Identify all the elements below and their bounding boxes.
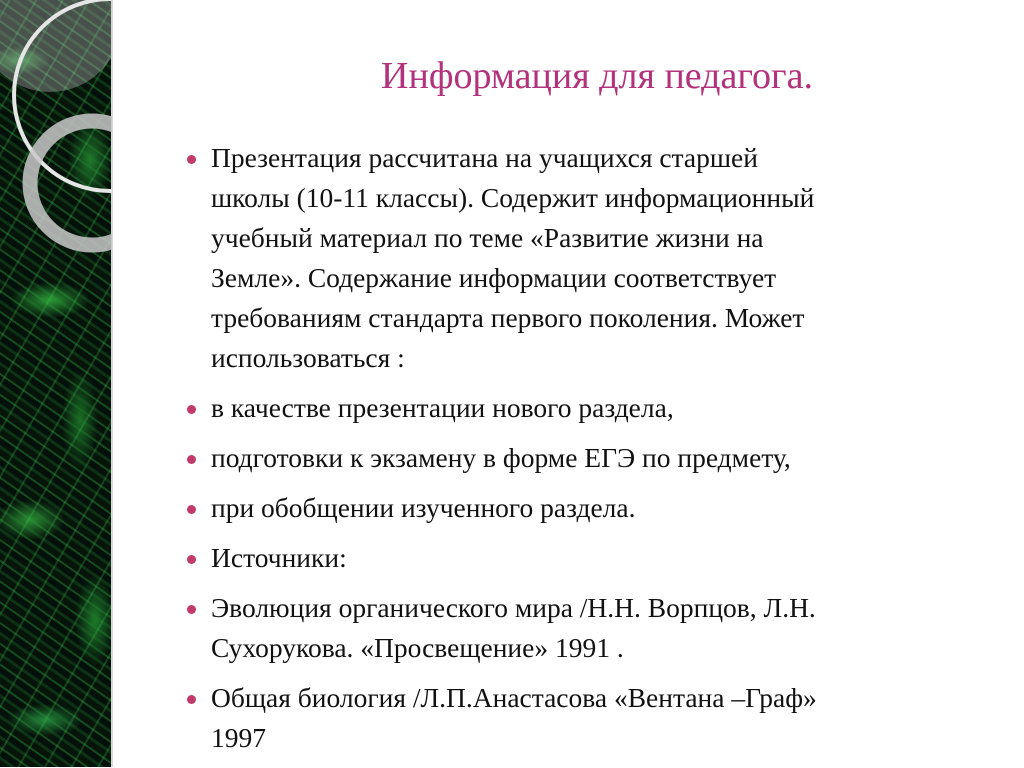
bullet-text-line: школы (10-11 классы). Содержит информационный: [211, 182, 815, 213]
bullet-dot-icon: [187, 695, 196, 704]
bullet-text-line: Презентация рассчитана на учащихся старшей: [211, 142, 758, 173]
bullet-dot-icon: [187, 555, 196, 564]
bullet-text-line: при обобщении изученного раздела.: [211, 492, 636, 523]
bullet-item: [187, 138, 987, 378]
bullet-dot-icon: [187, 455, 196, 464]
bullet-item: [187, 678, 987, 758]
bullet-text-line: Эволюция органического мира /Н.Н. Ворпцов, Л.Н.: [211, 592, 816, 623]
bullet-item: [187, 388, 987, 428]
bullet-text-line: требованиям стандарта первого поколения. Может: [211, 302, 805, 333]
bullet-text-line: учебный материал по теме «Развитие жизни на: [211, 222, 764, 253]
bullet-list: [187, 138, 987, 768]
slide-title: Информация для педагога.: [381, 55, 813, 97]
bullet-text-line: использоваться :: [211, 342, 405, 373]
bullet-dot-icon: [187, 605, 196, 614]
bullet-text-line: в качестве презентации нового раздела,: [211, 392, 674, 423]
decorative-green-texture-strip: [0, 0, 112, 767]
bullet-dot-icon: [187, 405, 196, 414]
bullet-text-line: 1997: [211, 722, 266, 753]
bullet-item: [187, 488, 987, 528]
bullet-item: [187, 588, 987, 668]
bullet-text-line: Общая биология /Л.П.Анастасова «Вентана –Граф»: [211, 682, 817, 713]
bullet-item: [187, 538, 987, 578]
bullet-item: [187, 438, 987, 478]
decorative-circles-icon: [0, 0, 112, 767]
bullet-text-line: Сухорукова. «Просвещение» 1991 .: [211, 632, 624, 663]
bullet-dot-icon: [187, 155, 196, 164]
bullet-text-line: Источники:: [211, 542, 347, 573]
bullet-text-line: Земле». Содержание информации соответствует: [211, 262, 777, 293]
bullet-text-line: подготовки к экзамену в форме ЕГЭ по предмету,: [211, 442, 791, 473]
bullet-dot-icon: [187, 505, 196, 514]
